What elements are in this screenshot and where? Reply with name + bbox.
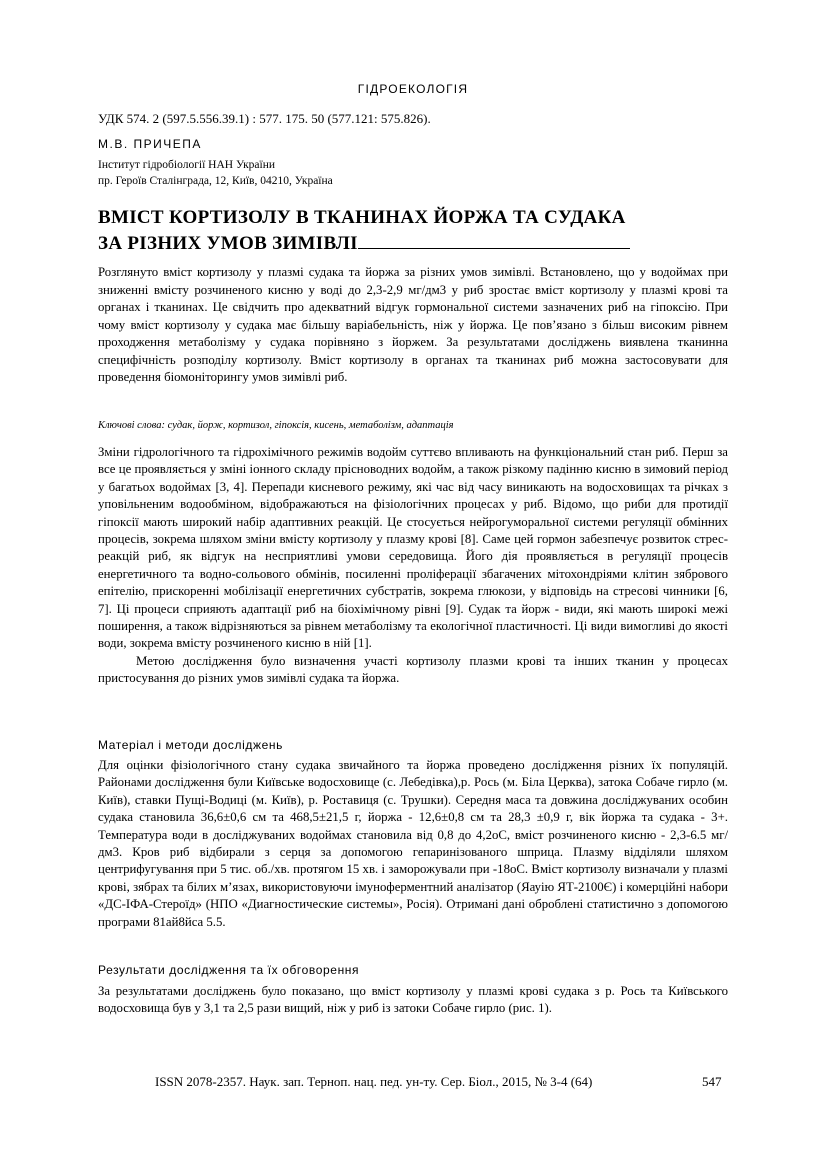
affiliation-institute: Інститут гідробіології НАН України: [98, 159, 276, 171]
intro-paragraph-1: Зміни гідрологічного та гідрохімічного режимів водойм суттєво впливають на функціональний стан риб. Перш за все це проявляється у зміні іонного складу прісноводних водойм, а також різкому падінню кисню в зимовий період у багатьох водоймах [3, 4]. Перепади кисневого режиму, які час від часу виникають на водосховищах та річках з уповільненим водообміном, відображаються на фізіологічних процесах у риб. Відомо, що риби для протидії гіпоксії мають широкий набір адаптивних реакцій. Це стосується нейрогуморальної системи регуляції обмінних процесів, зокрема шляхом зміни вмісту кортизолу у плазму крові [8]. Саме цей гормон забезпечує розвиток стрес-реакцій риб, як відгук на несприятливі умови середовища. Його дія проявляється в регуляції процесів енергетичного та водно-сольового обмінів, посиленні проліферації збагачених мітохондріями клітин зябрового епітелію, прискоренні мобілізації енергетичних субстратів, зокрема глюкози, у відповідь на стресові чинники [6, 7]. Ці процеси сприяють адаптації риб на біохімічному рівні [9]. Судак та йорж - види, які мають широкі межі поширення, а також відрізняються за рівнем метаболізму та екологічної пластичності. Ці види вимогливі до якості води, зокрема вмісту розчиненого кисню в ній [1].: [98, 445, 728, 651]
keywords: Ключові слова: судак, йорж, кортизол, гіпоксія, кисень, метаболізм, адаптація: [98, 420, 454, 431]
title-line-2-wrap: [98, 230, 630, 256]
udk-code: УДК 574. 2 (597.5.556.39.1) : 577. 175. 50 (577.121: 575.826).: [98, 111, 431, 126]
affiliation: [98, 157, 333, 189]
title-line-1: ВМІСТ КОРТИЗОЛУ В ТКАНИНАХ ЙОРЖА ТА СУДАКА: [98, 207, 626, 228]
section-label: ГІДРОЕКОЛОГІЯ: [357, 82, 469, 96]
intro-paragraph-2: Метою дослідження було визначення участі кортизолу плазми крові та інших тканин у процесах пристосування до різних умов зимівлі судака та йоржа.: [98, 653, 728, 686]
author-name: М.В. ПРИЧЕПА: [98, 137, 202, 151]
methods-text: Для оцінки фізіологічного стану судака звичайного та йоржа проведено дослідження різних їх популяцій. Районами дослідження були Київське водосховище (с. Лебедівка),р. Рось (м. Біла Церква), затока Собаче гирло (м. Київ), ставки Пущі-Водиці (м. Київ), р. Роставиця (с. Трушки). Середня маса та довжина досліджуваних особин судака становила 36,6±0,6 см та 468,5±21,5 г, йоржа - 12,6±0,8 см та 28,3 ±0,9 г, вік йоржа та судака - 3+. Температура води в досліджуваних водоймах становила від 0,8 до 4,2оС, вміст розчиненого кисню - 2,3-6.5 мг/дм3. Кров риб відбирали з серця за допомогою гепаринізованого шприца. Плазму відділяли шляхом центрифугування при 5 тис. об./хв. протягом 15 хв. і заморожували при -18оС. Вміст кортизолу визначали у плазмі крові, зябрах та білих м’язах, використовуючи імуноферментний аналізатор (Яауію ЯТ-2100Є) і комерційні набори «ДС-ІФА-Стероїд» (НПО «Диагностические системы», Росія). Отримані дані оброблені статистично з допомогою програми 81ай8йса 5.5.: [98, 758, 728, 929]
methods-heading: Матеріал і методи досліджень: [98, 738, 283, 752]
results-text: За результатами досліджень було показано, що вміст кортизолу у плазмі крові судака з р. Рось та Київського водосховища був у 3,1 та 2,5 рази вищий, ніж у риб із затоки Собаче гирло (рис. 1).: [98, 984, 728, 1016]
page-number: 547: [702, 1074, 722, 1089]
paper-title: [98, 206, 630, 256]
title-line-2: ЗА РІЗНИХ УМОВ ЗИМІВЛІ: [98, 233, 358, 254]
journal-citation: ISSN 2078-2357. Наук. зап. Терноп. нац. пед. ун-ту. Сер. Біол., 2015, № 3-4 (64): [155, 1074, 593, 1089]
page-footer: [155, 1074, 722, 1090]
title-rule: [358, 230, 630, 249]
introduction: [98, 444, 728, 688]
results-heading: Результати дослідження та їх обговорення: [98, 963, 360, 977]
abstract: Розглянуто вміст кортизолу у плазмі судака та йоржа за різних умов зимівлі. Встановлено, що у водоймах при зниженні вмісту розчиненого кисню у воді до 2,3-2,9 мг/дм3 у риб зростає вміст кортизолу у плазмі крові та органах і тканинах. Це свідчить про адекватний відгук гормональної системи зазначених риб на гіпоксію. При чому вміст кортизолу у судака має більшу варіабельність, ніж у йоржа. Це пов’язано з більш високим рівнем проходження метаболізму у судака порівняно з йоржем. За результатами досліджень виявлена тканинна специфічність розподілу кортизолу. Вміст кортизолу в органах та тканинах риб можна застосовувати для проведення біомоніторингу умов зимівлі риб.: [98, 265, 728, 384]
affiliation-address: пр. Героїв Сталінграда, 12, Київ, 04210, Україна: [98, 175, 333, 187]
